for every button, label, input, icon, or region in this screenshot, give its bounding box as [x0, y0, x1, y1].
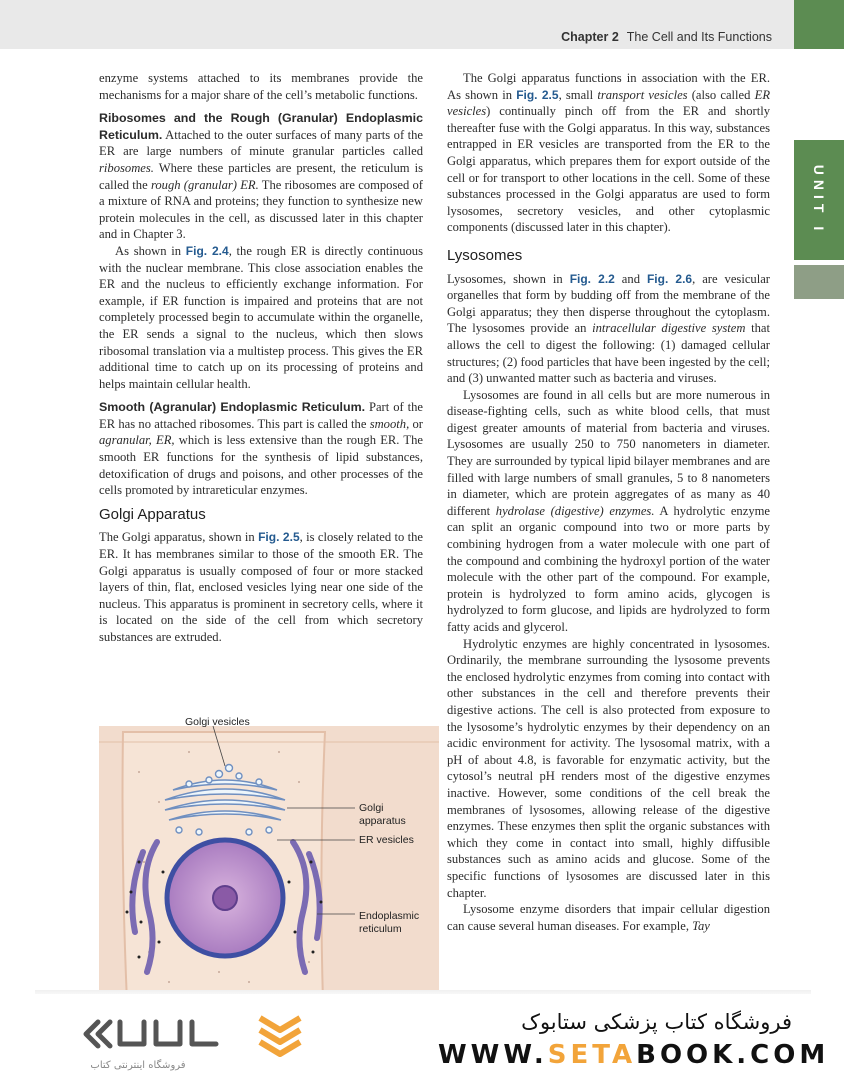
paragraph: The Golgi apparatus, shown in Fig. 2.5, is closely related to the ER. It has membranes similar to those of the smooth ER. The Golgi apparatus is usually composed of four or more stacked layers of thin, flat, enclosed vesicles lying near one side of the nucleus. This apparatus is prominent in secretory cells, where it is located on the side of the cell from which secretory substances are extruded. — [99, 530, 424, 644]
paragraph: Lysosomes, shown in Fig. 2.2 and Fig. 2.6, are vesicular organelles that form by budding off from the membrane of the Golgi apparatus; they then disperse throughout the cytoplasm. The lysosomes provide an intracellular digestive system that allows the cell to digest the following: (1) damaged cellular structures; (2) food particles that have been ingested by the cell; and (3) unwanted matter such as bacteria and viruses. — [447, 271, 771, 386]
setabook-logo — [80, 1012, 310, 1067]
paragraph: Hydrolytic enzymes are highly concentrated in lysosomes. Ordinarily, the membrane surrounding the lysosome prevents the enclosed hydrolytic enzymes from coming into contact with other substances in the cell and therefore prevents their digestive actions. The cell is also protected from exposure to the lysosome’s hydrolytic enzymes by their dependency on an acidic environment for activity. The lysosomal matrix, with a pH of about 4.8, is favorable for enzymatic activity, but the cytosol’s neutral pH renders most of the digestive enzymes inactive. However, some conditions of the cell break the membranes of lysosomes, allowing release of the digestive enzymes. These enzymes then split the organic substances with which they come in contact into small, highly diffusible substances such as amino acids and glucose. Some of the specific functions of lysosomes are discussed later in this chapter. — [447, 636, 770, 900]
chapter-number: Chapter 2 — [561, 30, 619, 44]
logo-caption: فروشگاه اینترنتی کتاب — [90, 1060, 186, 1071]
label-endoplasmic-reticulum: Endoplasmic reticulum — [359, 910, 420, 935]
side-tab-marker — [794, 265, 844, 299]
paragraph: As shown in Fig. 2.4, the rough ER is directly continuous with the nuclear membrane. This close association enables the ER and the nucleus to efficiently exchange information. For example, if ER function is impaired and proteins that are not completely processed begin to accumulate within the organelle, the ER sends a signal to the nucleus, which then slows ribosomal translation via a multistep process. This gives the ER additional time to catch up on its processing of proteins and helps maintain cellular health. — [99, 243, 424, 391]
side-tab-top — [794, 0, 844, 49]
setabook-logo-mark — [80, 1012, 310, 1062]
figure-reference-link[interactable]: Fig. 2.5 — [516, 87, 559, 102]
label-golgi-vesicles: Golgi vesicles — [185, 716, 250, 728]
paragraph: The Golgi apparatus functions in association with the ER. As shown in Fig. 2.5, small transport vesicles (also called ER vesicles) continually pinch off from the ER and shortly thereafter fuse with the Golgi apparatus. In this way, substances entrapped in ER vesicles are transported from the ER to the Golgi apparatus, which prepares them for export outside of the cell or for transport to other locations in the cell. Some of these substances processed in the Golgi apparatus are used to form lysosomes, secretory vesicles, and other cytoplasmic components (discussed later in this chapter). — [447, 71, 771, 235]
left-column — [99, 70, 423, 646]
paragraph: Lysosomes are found in all cells but are more numerous in disease-fighting cells, such as white blood cells, that must digest greater amounts of material from bacteria and viruses. Lysosomes are usually 250 to 750 nanometers in diameter. They are surrounded by typical lipid bilayer membranes and are filled with large numbers of small granules, 5 to 8 nanometers in diameter, which are protein aggregates of as many as 40 different hydrolase (digestive) enzymes. A hydrolytic enzyme can split an organic compound into two or more parts by combining hydrogen from a water molecule with one part of the compound and combining the hydroxyl portion of the water molecule with the other part of the compound. For example, protein is hydrolyzed to form amino acids, glycogen is hydrolyzed to form glucose, and lipids are hydrolyzed to form fatty acids and glycerol. — [447, 387, 770, 634]
paragraph: Lysosome enzyme disorders that impair cellular digestion can cause several human diseases. For example, Tay — [447, 902, 770, 933]
label-golgi-apparatus: Golgi apparatus — [359, 802, 406, 827]
golgi-cell-illustration — [99, 712, 439, 1002]
section-heading-lysosomes: Lysosomes — [447, 246, 523, 264]
figure-reference-link[interactable]: Fig. 2.2 — [569, 271, 615, 286]
golgi-figure — [99, 712, 439, 1002]
section-heading-golgi: Golgi Apparatus — [99, 505, 206, 523]
figure-reference-link[interactable]: Fig. 2.6 — [646, 271, 693, 286]
run-in-heading: Smooth (Agranular) Endoplasmic Reticulum. — [99, 400, 366, 415]
right-column — [447, 70, 770, 934]
nucleolus — [213, 886, 237, 910]
figure-reference-link[interactable]: Fig. 2.4 — [185, 243, 229, 258]
running-header — [561, 30, 772, 44]
label-er-vesicles: ER vesicles — [359, 834, 414, 846]
unit-tab-label: UNIT I — [811, 164, 828, 236]
store-name: فروشگاه کتاب پزشکی ستابوک — [521, 1010, 792, 1034]
paragraph: enzyme systems attached to its membranes provide the mechanisms for a major share of the cell’s metabolic functions. — [99, 71, 423, 102]
chapter-title: The Cell and Its Functions — [626, 30, 772, 44]
paragraph-ribosomes: Ribosomes and the Rough (Granular) Endoplasmic Reticulum. Attached to the outer surfaces of many parts of the ER are large numbers of minute granular particles called ribosomes. Where these particles are present, the reticulum is called the rough (granular) ER. The ribosomes are composed of a mixture of RNA and proteins; they function to synthesize new protein molecules in the cell, as discussed later in this chapter and in Chapter 3. — [99, 111, 424, 242]
paragraph-smooth-er: Smooth (Agranular) Endoplasmic Reticulum. Part of the ER has no attached ribosomes. This part is called the smooth, or agranular, ER, which is less extensive than the rough ER. The smooth ER functions for the synthesis of lipid substances, detoxification of drugs and poisons, and other processes of the cells promoted by intrareticular enzymes. — [99, 400, 423, 498]
run-in-heading: Ribosomes and the Rough (Granular) Endoplasmic Reticulum. — [99, 111, 423, 142]
figure-reference-link[interactable]: Fig. 2.5 — [258, 530, 300, 545]
store-url-link[interactable]: WWW.SETABOOK.COM — [438, 1040, 830, 1070]
